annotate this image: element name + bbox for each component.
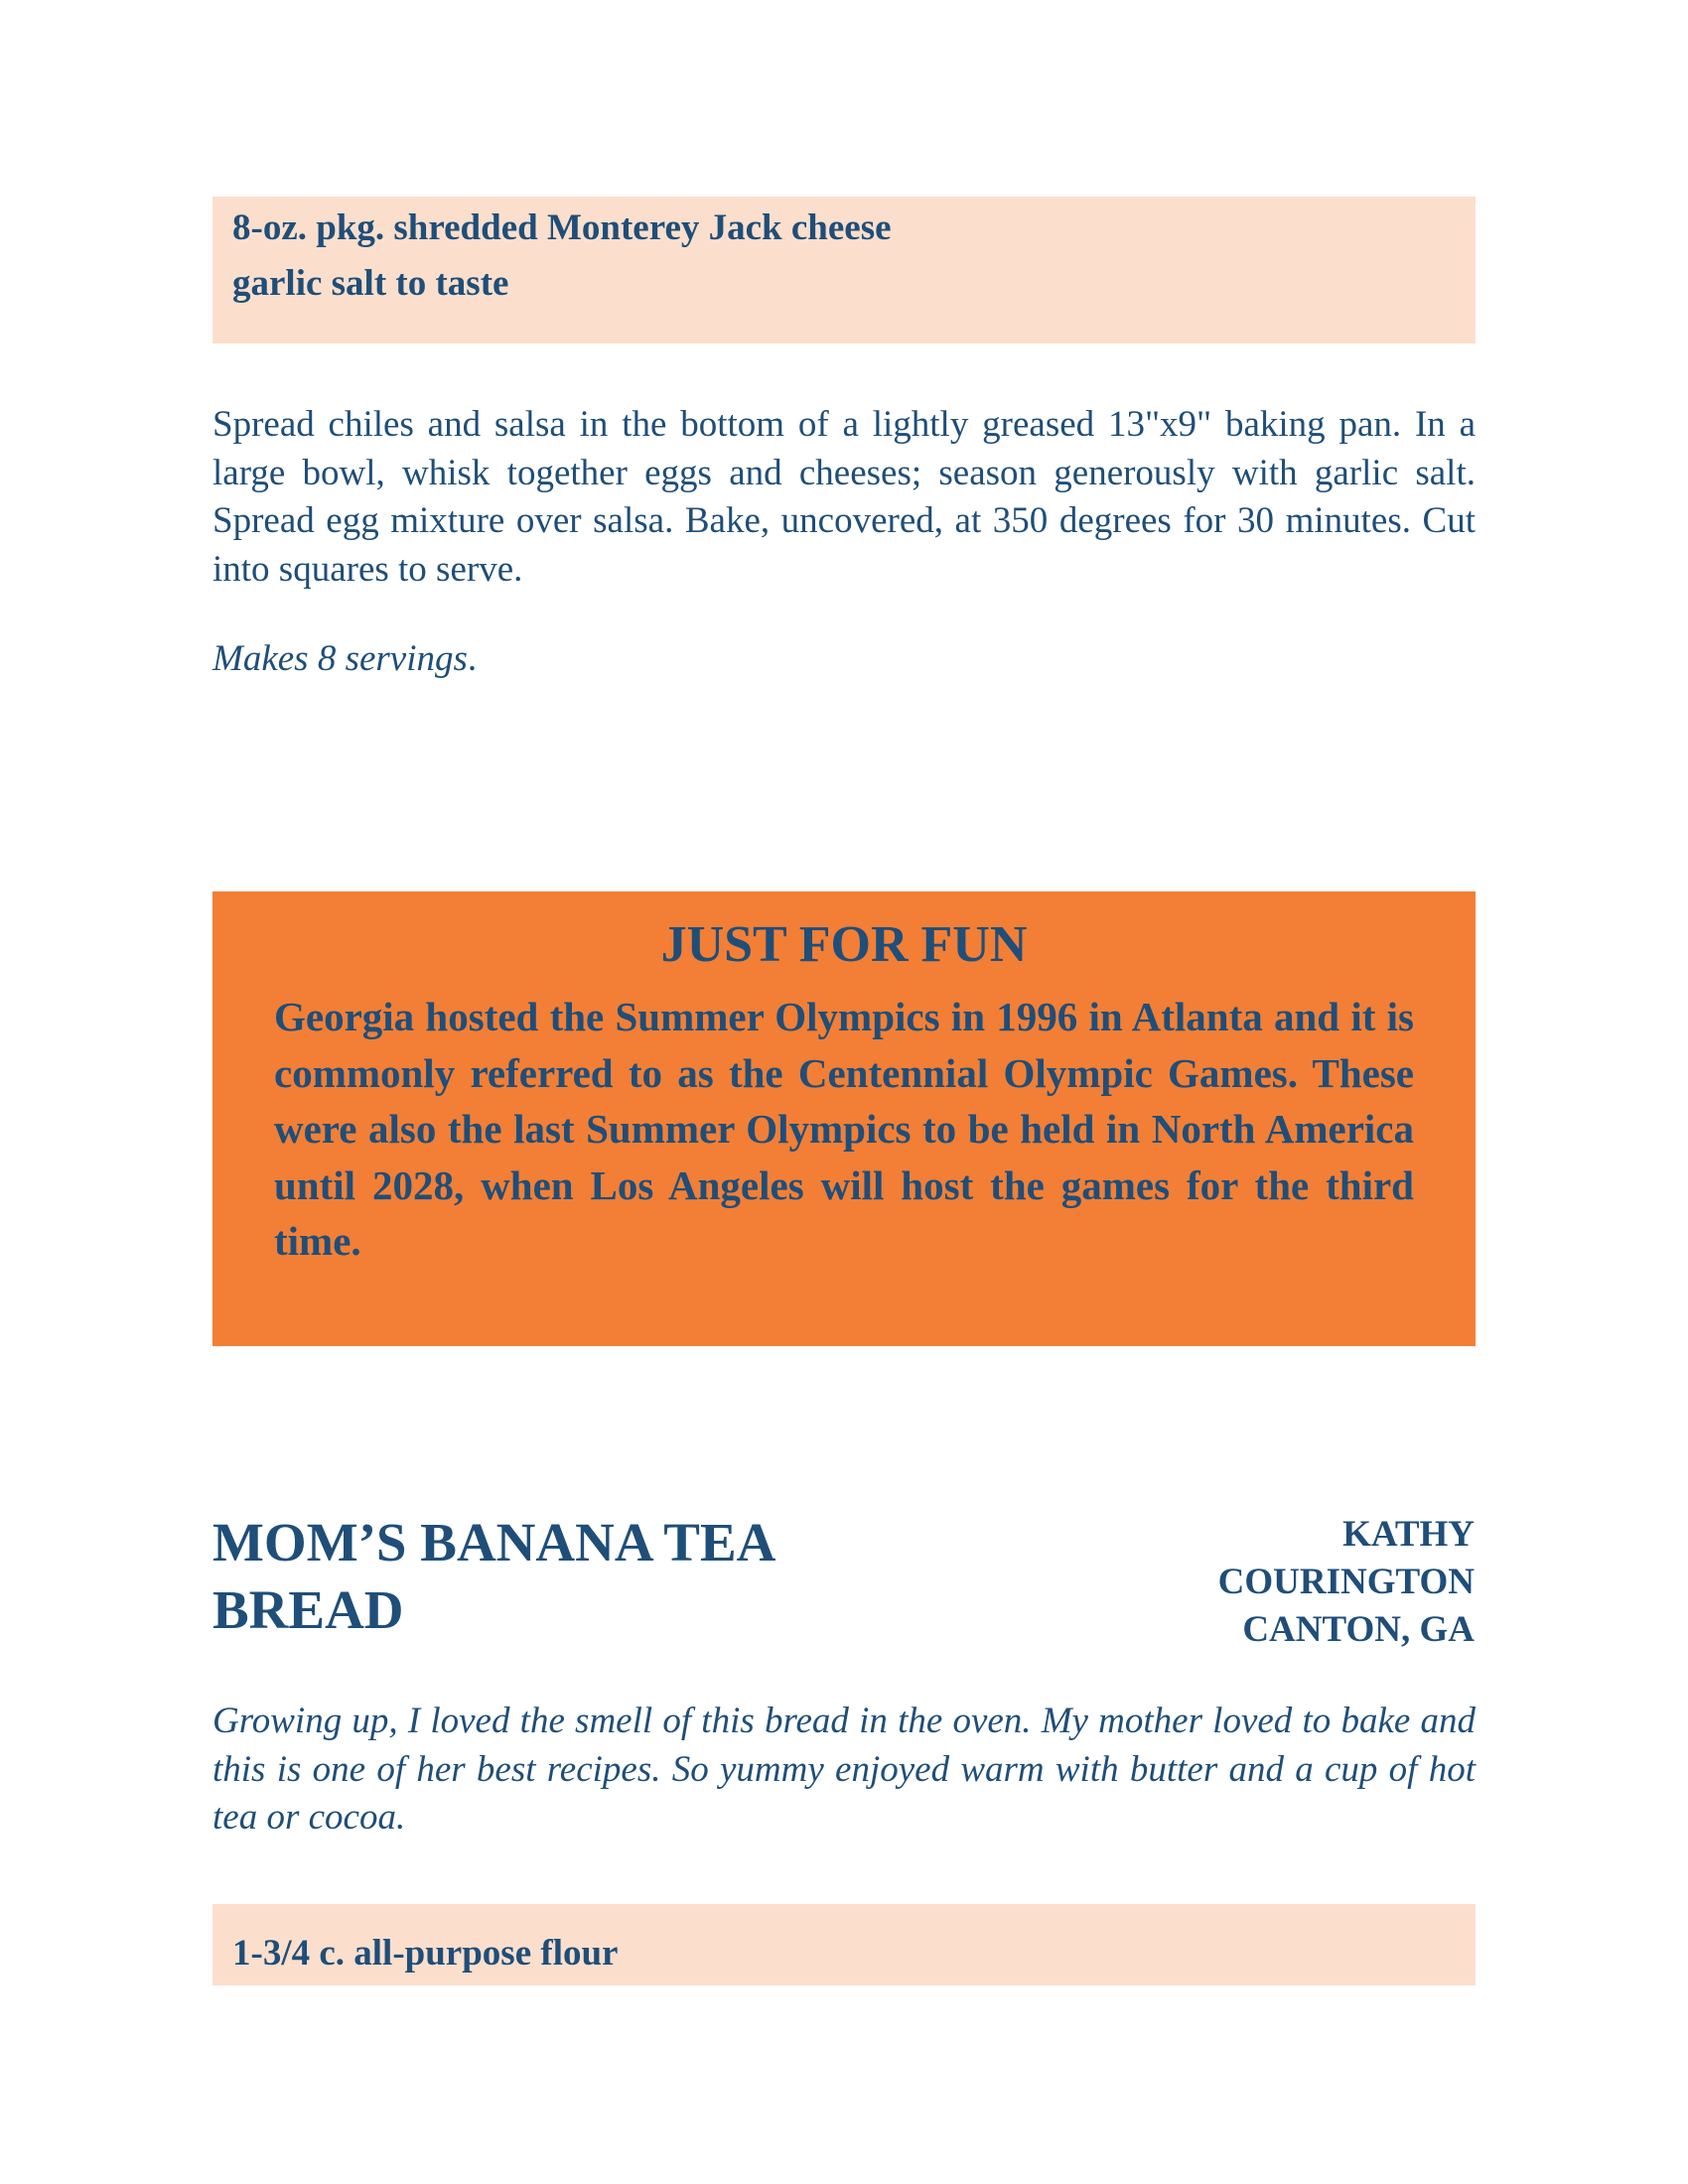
recipe-yield — [212, 635, 477, 683]
ingredient-line: garlic salt to taste — [232, 263, 509, 304]
recipe-title: MOM’S BANANA TEA BREAD — [212, 1512, 774, 1640]
contributor-first-name: KATHY — [1342, 1514, 1475, 1555]
contributor-location: CANTON, GA — [1242, 1609, 1475, 1650]
recipe-directions: Spread chiles and salsa in the bottom of a lightly greased 13"x9" baking pan. In a large bowl, whisk together eggs and cheeses; season generously with garlic salt. Spread egg mixture over salsa. Bake, uncovered, at 350 degrees for 30 minutes. Cut into squares to serve. — [212, 404, 1476, 590]
yield-suffix: . — [467, 638, 478, 679]
ingredient-line: 8-oz. pkg. shredded Monterey Jack cheese — [232, 207, 892, 248]
recipe-intro: Growing up, I loved the smell of this bread in the oven. My mother loved to bake and this is one of her best recipes. So yummy enjoyed warm with butter and a cup of hot tea or cocoa. — [212, 1701, 1476, 1838]
just-for-fun-box — [212, 891, 1476, 1346]
fun-box-text: Georgia hosted the Summer Olympics in 1996 in Atlanta and it is commonly referred to as the Centennial Olympic Games. These were also the last Summer Olympics to be held in North America until 2028, when Los Angeles will host the games for the third time. — [274, 994, 1414, 1264]
yield-text: Makes 8 servings — [212, 638, 468, 679]
recipe-contributor — [1218, 1511, 1475, 1654]
ingredient-line: 1-3/4 c. all-purpose flour — [232, 1933, 619, 1974]
ingredients-box — [212, 1904, 1476, 1985]
fun-box-title: JUST FOR FUN — [660, 916, 1028, 973]
ingredients-box-continued — [212, 197, 1476, 343]
contributor-last-name: COURINGTON — [1217, 1562, 1475, 1602]
